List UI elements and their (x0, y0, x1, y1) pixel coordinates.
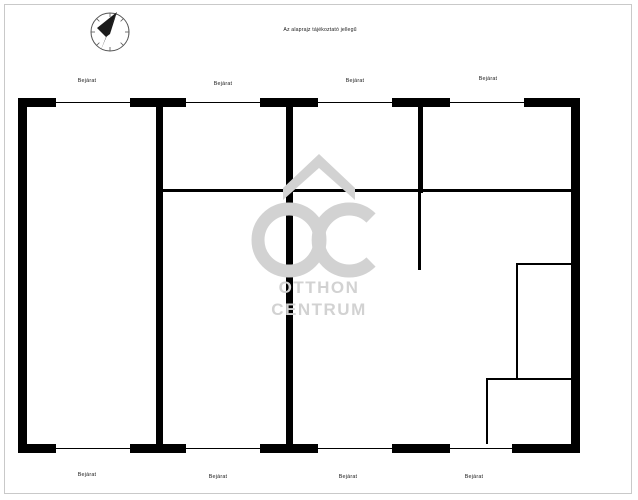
window-line-bottom-1 (56, 448, 130, 449)
interior-wall-vertical-2 (286, 98, 293, 453)
stair-niche-lower-left-wall (486, 378, 488, 444)
window-line-bottom-4 (450, 448, 512, 449)
watermark-line-2: CENTRUM (271, 300, 367, 319)
stair-niche-left-wall (516, 263, 518, 379)
interior-wall-horizontal-upper-right (286, 189, 580, 192)
entry-label-bottom-3: Bejárat (338, 474, 358, 480)
compass-north-arrow-icon (84, 6, 136, 58)
entry-label-bottom-4: Bejárat (464, 474, 484, 480)
interior-wall-horizontal-upper-left (156, 189, 293, 192)
watermark-line-1: OTTHON (278, 278, 360, 297)
entry-label-bottom-1: Bejárat (77, 472, 97, 478)
window-line-top-1 (56, 102, 130, 103)
interior-wall-vertical-3 (418, 98, 423, 193)
floorplan-drawing (18, 98, 580, 453)
window-line-top-2 (186, 102, 260, 103)
entry-label-bottom-2: Bejárat (208, 474, 228, 480)
window-line-top-4 (450, 102, 524, 103)
window-line-bottom-3 (318, 448, 392, 449)
exterior-wall-right (571, 98, 580, 453)
exterior-wall-left (18, 98, 27, 453)
stair-niche-divider (486, 378, 571, 380)
partition-stub-vertical (418, 192, 421, 270)
entry-label-top-1: Bejárat (77, 78, 97, 84)
plan-disclaimer: Az alaprajz tájékoztató jellegű (283, 27, 357, 33)
window-line-bottom-2 (186, 448, 260, 449)
entry-label-top-2: Bejárat (213, 81, 233, 87)
stair-niche-top-wall (516, 263, 571, 265)
entry-label-top-3: Bejárat (345, 78, 365, 84)
window-line-top-3 (318, 102, 392, 103)
interior-wall-vertical-1 (156, 98, 163, 453)
entry-label-top-4: Bejárat (478, 76, 498, 82)
